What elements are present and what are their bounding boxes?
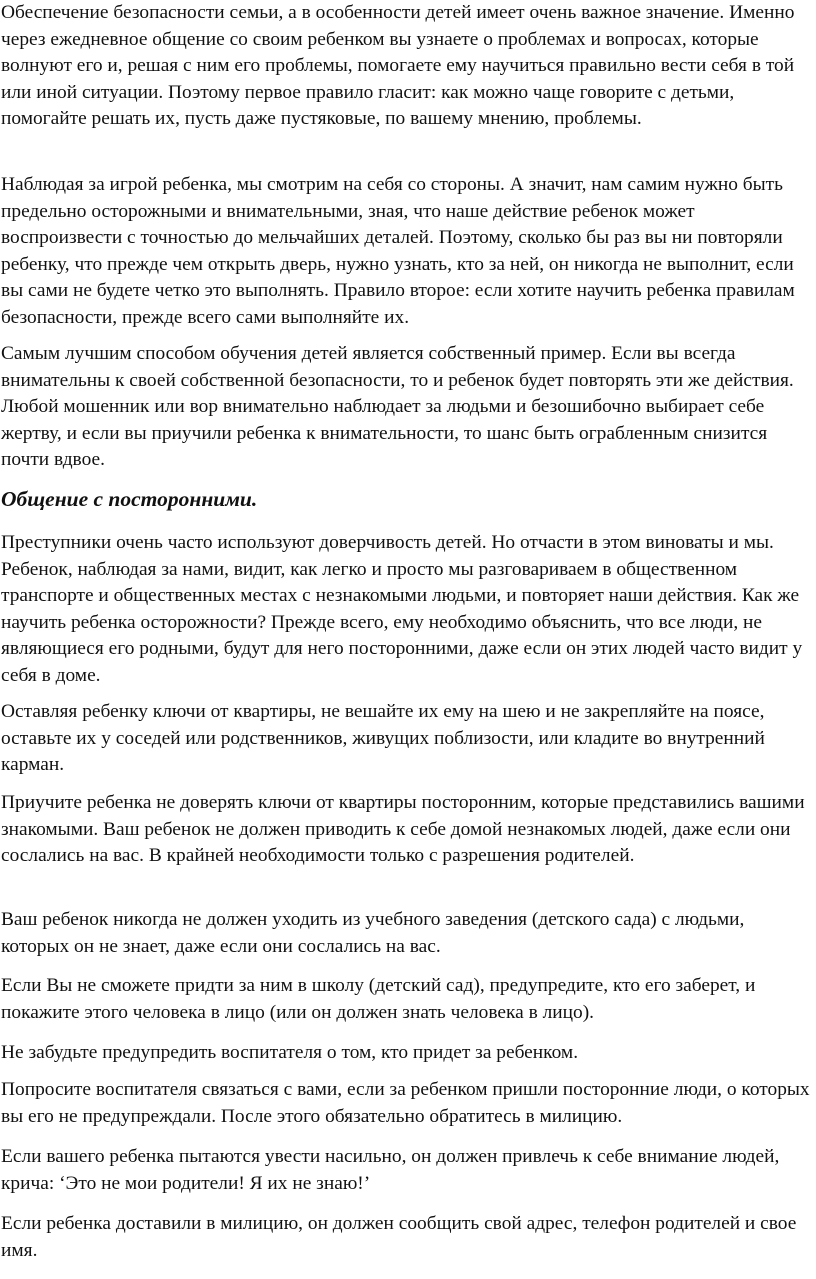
section-heading: Общение с посторонними.	[1, 487, 258, 511]
paragraph-observe: Наблюдая за игрой ребенка, мы смотрим на себя со стороны. А значит, нам самим нужно быть предельно осторожными и внимательными, зная, что наше действие ребенок может воспроизвести с точностью до мельчайших деталей. Поэтому, сколько бы раз вы ни повторяли ребенку, что прежде чем открыть дверь, нужно узнать, кто за ней, он никогда не выполнит, если вы сами не будете четко это выполнять. Правило второе: если хотите научить ребенка правилам безопасности, прежде всего сами выполняйте их.	[1, 174, 795, 328]
paragraph-contact: Попросите воспитателя связаться с вами, если за ребенком пришли посторонние люди, о которых вы его не предупреждали. После этого обязательно обратитесь в милицию.	[1, 1079, 810, 1127]
paragraph-leave: Ваш ребенок никогда не должен уходить из учебного заведения (детского сада) с людьми, которых он не знает, даже если они сослались на вас.	[1, 909, 745, 957]
paragraph-strangers: Преступники очень часто используют доверчивость детей. Но отчасти в этом виноваты и мы. Ребенок, наблюдая за нами, видит, как легко и просто мы разговариваем в общественном транспорте и общественных местах с незнакомыми людьми, и повторяет наши действия. Как же научить ребенка осторожности? Прежде всего, ему необходимо объяснить, что все люди, не являющиеся его родными, будут для него посторонними, даже если он этих людей часто видит у себя в доме.	[1, 532, 803, 686]
paragraph-keys: Оставляя ребенку ключи от квартиры, не вешайте их ему на шею и не закрепляйте на поясе, оставьте их у соседей или родственников, живущих поблизости, или кладите во внутренний карман.	[1, 701, 765, 775]
paragraph-police: Если ребенка доставили в милицию, он должен сообщить свой адрес, телефон родителей и свое имя.	[1, 1213, 797, 1261]
paragraph-pickup: Если Вы не сможете придти за ним в школу (детский сад), предупредите, кто его заберет, и покажите этого человека в лицо (или он должен знать человека в лицо).	[1, 975, 756, 1023]
paragraph-trust: Приучите ребенка не доверять ключи от квартиры посторонним, которые представились вашими знакомыми. Ваш ребенок не должен приводить к себе домой незнакомых людей, даже если они сослались на вас. В крайней необходимости только с разрешения родителей.	[1, 792, 805, 866]
paragraph-warn: Не забудьте предупредить воспитателя о том, кто придет за ребенком.	[1, 1042, 579, 1063]
paragraph-intro: Обеспечение безопасности семьи, а в особенности детей имеет очень важное значение. Именно через ежедневное общение со своим ребенком вы узнаете о проблемах и вопросах, которые волнуют его и, решая с ним его проблемы, помогаете ему научиться правильно вести себя в той или иной ситуации. Поэтому первое правило гласит: как можно чаще говорите с детьми, помогайте решать их, пусть даже пустяковые, по вашему мнению, проблемы.	[1, 2, 795, 129]
paragraph-example: Самым лучшим способом обучения детей является собственный пример. Если вы всегда внимательны к своей собственной безопасности, то и ребенок будет повторять эти же действия. Любой мошенник или вор внимательно наблюдает за людьми и безошибочно выбирает себе жертву, и если вы приучили ребенка к внимательности, то шанс быть ограбленным снизится почти вдвое.	[1, 343, 794, 470]
paragraph-force: Если вашего ребенка пытаются увести насильно, он должен привлечь к себе внимание людей, крича: ‘Это не мои родители! Я их не знаю!’	[1, 1146, 780, 1194]
